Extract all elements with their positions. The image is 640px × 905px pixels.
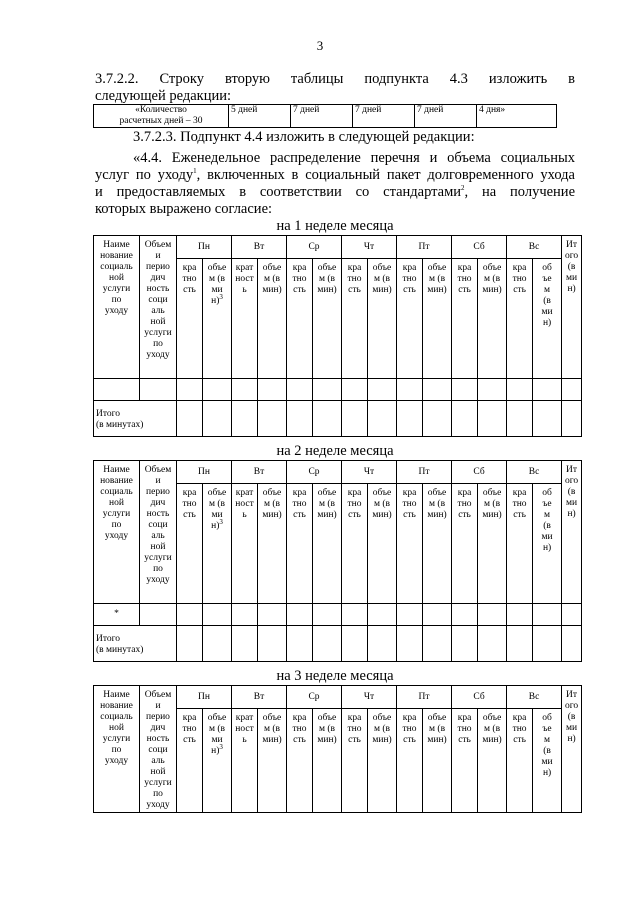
col-volume: Объем и перио дич ность соци аль ной услуги по уходу bbox=[140, 461, 177, 604]
data-cell bbox=[452, 604, 478, 626]
data-cell bbox=[203, 379, 232, 401]
data-cell bbox=[397, 604, 423, 626]
paragraph-44-line2: услуг по уходу$^1$, включенных в социальный пакет долговременного ухода bbox=[95, 167, 575, 183]
day-header: Сб bbox=[452, 236, 507, 259]
data-cell bbox=[177, 401, 203, 437]
data-cell bbox=[342, 401, 368, 437]
page-number: 3 bbox=[316, 38, 324, 53]
volume-header: объе м (в мин) bbox=[313, 484, 342, 604]
freq-header: крат ност ь bbox=[232, 709, 258, 813]
volume-header: объе м (в мин) bbox=[258, 709, 287, 813]
day-header: Чт bbox=[342, 461, 397, 484]
data-cell bbox=[397, 401, 423, 437]
days-label-cell bbox=[94, 105, 229, 128]
data-cell bbox=[507, 379, 533, 401]
data-cell bbox=[368, 626, 397, 662]
volume-header: об ъе м (в ми н) bbox=[533, 259, 562, 379]
volume-header: объе м (в мин) bbox=[368, 484, 397, 604]
day-header: Чт bbox=[342, 686, 397, 709]
data-cell bbox=[368, 401, 397, 437]
day-header: Вт bbox=[232, 686, 287, 709]
data-cell bbox=[423, 379, 452, 401]
volume-header: объе м (в ми н)$^3$ bbox=[203, 709, 232, 813]
data-cell bbox=[140, 379, 177, 401]
freq-header: кра тно сть bbox=[287, 259, 313, 379]
volume-header: объе м (в мин) bbox=[478, 484, 507, 604]
data-cell bbox=[423, 401, 452, 437]
volume-header: объе м (в мин) bbox=[478, 259, 507, 379]
day-header: Сб bbox=[452, 686, 507, 709]
days-label-line1: «Количество bbox=[135, 105, 187, 115]
data-cell bbox=[287, 379, 313, 401]
data-cell bbox=[258, 401, 287, 437]
week-caption: на 2 неделе месяца bbox=[276, 443, 394, 459]
total-row-label: Итого (в минутах) bbox=[94, 401, 177, 437]
data-cell bbox=[507, 401, 533, 437]
volume-header: об ъе м (в ми н) bbox=[533, 484, 562, 604]
data-cell bbox=[342, 604, 368, 626]
day-header: Вт bbox=[232, 236, 287, 259]
days-value: 7 дней bbox=[291, 105, 353, 128]
data-cell bbox=[368, 379, 397, 401]
volume-header: объе м (в мин) bbox=[423, 259, 452, 379]
data-cell bbox=[313, 604, 342, 626]
data-cell bbox=[342, 379, 368, 401]
paragraph-44-line4: которых выражено согласие: bbox=[95, 201, 273, 217]
week-caption: на 3 неделе месяца bbox=[276, 668, 394, 684]
col-total: Ит ого (в ми н) bbox=[562, 236, 582, 379]
data-cell bbox=[562, 401, 582, 437]
freq-header: кра тно сть bbox=[507, 259, 533, 379]
day-header: Пн bbox=[177, 236, 232, 259]
week-schedule-table bbox=[93, 460, 582, 662]
data-cell bbox=[177, 626, 203, 662]
day-header: Пт bbox=[397, 461, 452, 484]
week-schedule-table bbox=[93, 235, 582, 437]
paragraph-44-line3: и предоставляемых в соответствии со стандартами$^2$, на получение bbox=[95, 184, 576, 200]
data-cell bbox=[533, 604, 562, 626]
data-cell bbox=[368, 604, 397, 626]
data-cell bbox=[232, 604, 258, 626]
col-total: Ит ого (в ми н) bbox=[562, 686, 582, 813]
marker-cell: * bbox=[94, 604, 140, 626]
days-value: 5 дней bbox=[229, 105, 291, 128]
data-cell bbox=[452, 401, 478, 437]
data-cell bbox=[313, 379, 342, 401]
week-caption: на 1 неделе месяца bbox=[276, 218, 394, 234]
data-cell bbox=[287, 626, 313, 662]
freq-header: кра тно сть bbox=[287, 484, 313, 604]
data-cell bbox=[533, 401, 562, 437]
col-service-name: Наиме нование социаль ной услуги по уходу bbox=[94, 461, 140, 604]
data-cell bbox=[203, 626, 232, 662]
volume-header: объе м (в мин) bbox=[423, 484, 452, 604]
days-value: 7 дней bbox=[415, 105, 477, 128]
data-cell bbox=[232, 626, 258, 662]
volume-header: объе м (в мин) bbox=[258, 484, 287, 604]
volume-header: объе м (в мин) bbox=[368, 259, 397, 379]
data-cell bbox=[452, 379, 478, 401]
days-table bbox=[93, 104, 557, 128]
days-value: 7 дней bbox=[353, 105, 415, 128]
col-service-name: Наиме нование социаль ной услуги по уходу bbox=[94, 686, 140, 813]
data-cell bbox=[423, 626, 452, 662]
data-cell bbox=[507, 626, 533, 662]
data-cell bbox=[562, 379, 582, 401]
col-volume: Объем и перио дич ность соци аль ной услуги по уходу bbox=[140, 236, 177, 379]
volume-header: объе м (в ми н)$^3$ bbox=[203, 259, 232, 379]
volume-header: объе м (в мин) bbox=[368, 709, 397, 813]
freq-header: кра тно сть bbox=[177, 259, 203, 379]
volume-header: объе м (в мин) bbox=[478, 709, 507, 813]
day-header: Пн bbox=[177, 686, 232, 709]
volume-header: объе м (в мин) bbox=[313, 259, 342, 379]
freq-header: кра тно сть bbox=[177, 709, 203, 813]
volume-header: объе м (в мин) bbox=[313, 709, 342, 813]
data-cell bbox=[287, 604, 313, 626]
paragraph-3723: 3.7.2.3. Подпункт 4.4 изложить в следующей редакции: bbox=[133, 129, 475, 145]
freq-header: кра тно сть bbox=[452, 709, 478, 813]
data-cell bbox=[258, 626, 287, 662]
volume-header: объе м (в мин) bbox=[258, 259, 287, 379]
total-row-label: Итого (в минутах) bbox=[94, 626, 177, 662]
day-header: Ср bbox=[287, 236, 342, 259]
data-cell bbox=[177, 379, 203, 401]
volume-header: объе м (в мин) bbox=[423, 709, 452, 813]
data-cell bbox=[478, 604, 507, 626]
day-header: Вс bbox=[507, 236, 562, 259]
data-cell bbox=[287, 401, 313, 437]
day-header: Пт bbox=[397, 686, 452, 709]
paragraph-3722-line1: 3.7.2.2. Строку вторую таблицы подпункта 4.3 изложить в bbox=[95, 71, 575, 87]
freq-header: кра тно сть bbox=[342, 709, 368, 813]
freq-header: кра тно сть bbox=[397, 259, 423, 379]
day-header: Пн bbox=[177, 461, 232, 484]
data-cell bbox=[397, 379, 423, 401]
freq-header: кра тно сть bbox=[287, 709, 313, 813]
freq-header: кра тно сть bbox=[507, 484, 533, 604]
freq-header: кра тно сть bbox=[342, 259, 368, 379]
freq-header: кра тно сть bbox=[507, 709, 533, 813]
data-cell bbox=[203, 401, 232, 437]
day-header: Вс bbox=[507, 686, 562, 709]
day-header: Ср bbox=[287, 686, 342, 709]
data-cell bbox=[452, 626, 478, 662]
data-cell bbox=[313, 401, 342, 437]
days-value: 4 дня» bbox=[477, 105, 557, 128]
data-cell bbox=[140, 604, 177, 626]
day-header: Чт bbox=[342, 236, 397, 259]
data-cell bbox=[177, 604, 203, 626]
freq-header: кра тно сть bbox=[177, 484, 203, 604]
data-cell bbox=[258, 379, 287, 401]
days-label-line2: расчетных дней – 30 bbox=[119, 116, 203, 126]
data-cell bbox=[478, 401, 507, 437]
paragraph-44-line1: «4.4. Еженедельное распределение перечня и объема социальных bbox=[133, 150, 575, 166]
data-cell bbox=[478, 626, 507, 662]
data-cell bbox=[342, 626, 368, 662]
freq-header: кра тно сть bbox=[452, 259, 478, 379]
freq-header: крат ност ь bbox=[232, 484, 258, 604]
day-header: Вс bbox=[507, 461, 562, 484]
day-header: Сб bbox=[452, 461, 507, 484]
data-cell bbox=[562, 626, 582, 662]
col-total: Ит ого (в ми н) bbox=[562, 461, 582, 604]
data-cell bbox=[533, 626, 562, 662]
data-cell bbox=[478, 379, 507, 401]
volume-header: об ъе м (в ми н) bbox=[533, 709, 562, 813]
freq-header: кра тно сть bbox=[397, 484, 423, 604]
volume-header: объе м (в ми н)$^3$ bbox=[203, 484, 232, 604]
data-cell bbox=[423, 604, 452, 626]
data-cell bbox=[397, 626, 423, 662]
data-cell bbox=[533, 379, 562, 401]
data-cell bbox=[232, 379, 258, 401]
freq-header: крат ност ь bbox=[232, 259, 258, 379]
day-header: Вт bbox=[232, 461, 287, 484]
freq-header: кра тно сть bbox=[342, 484, 368, 604]
data-cell bbox=[258, 604, 287, 626]
col-volume: Объем и перио дич ность соци аль ной услуги по уходу bbox=[140, 686, 177, 813]
paragraph-3722-line2: следующей редакции: bbox=[95, 88, 232, 104]
col-service-name: Наиме нование социаль ной услуги по уходу bbox=[94, 236, 140, 379]
freq-header: кра тно сть bbox=[452, 484, 478, 604]
week-schedule-table bbox=[93, 685, 582, 813]
day-header: Пт bbox=[397, 236, 452, 259]
marker-cell bbox=[94, 379, 140, 401]
data-cell bbox=[507, 604, 533, 626]
data-cell bbox=[203, 604, 232, 626]
day-header: Ср bbox=[287, 461, 342, 484]
data-cell bbox=[562, 604, 582, 626]
freq-header: кра тно сть bbox=[397, 709, 423, 813]
data-cell bbox=[232, 401, 258, 437]
data-cell bbox=[313, 626, 342, 662]
